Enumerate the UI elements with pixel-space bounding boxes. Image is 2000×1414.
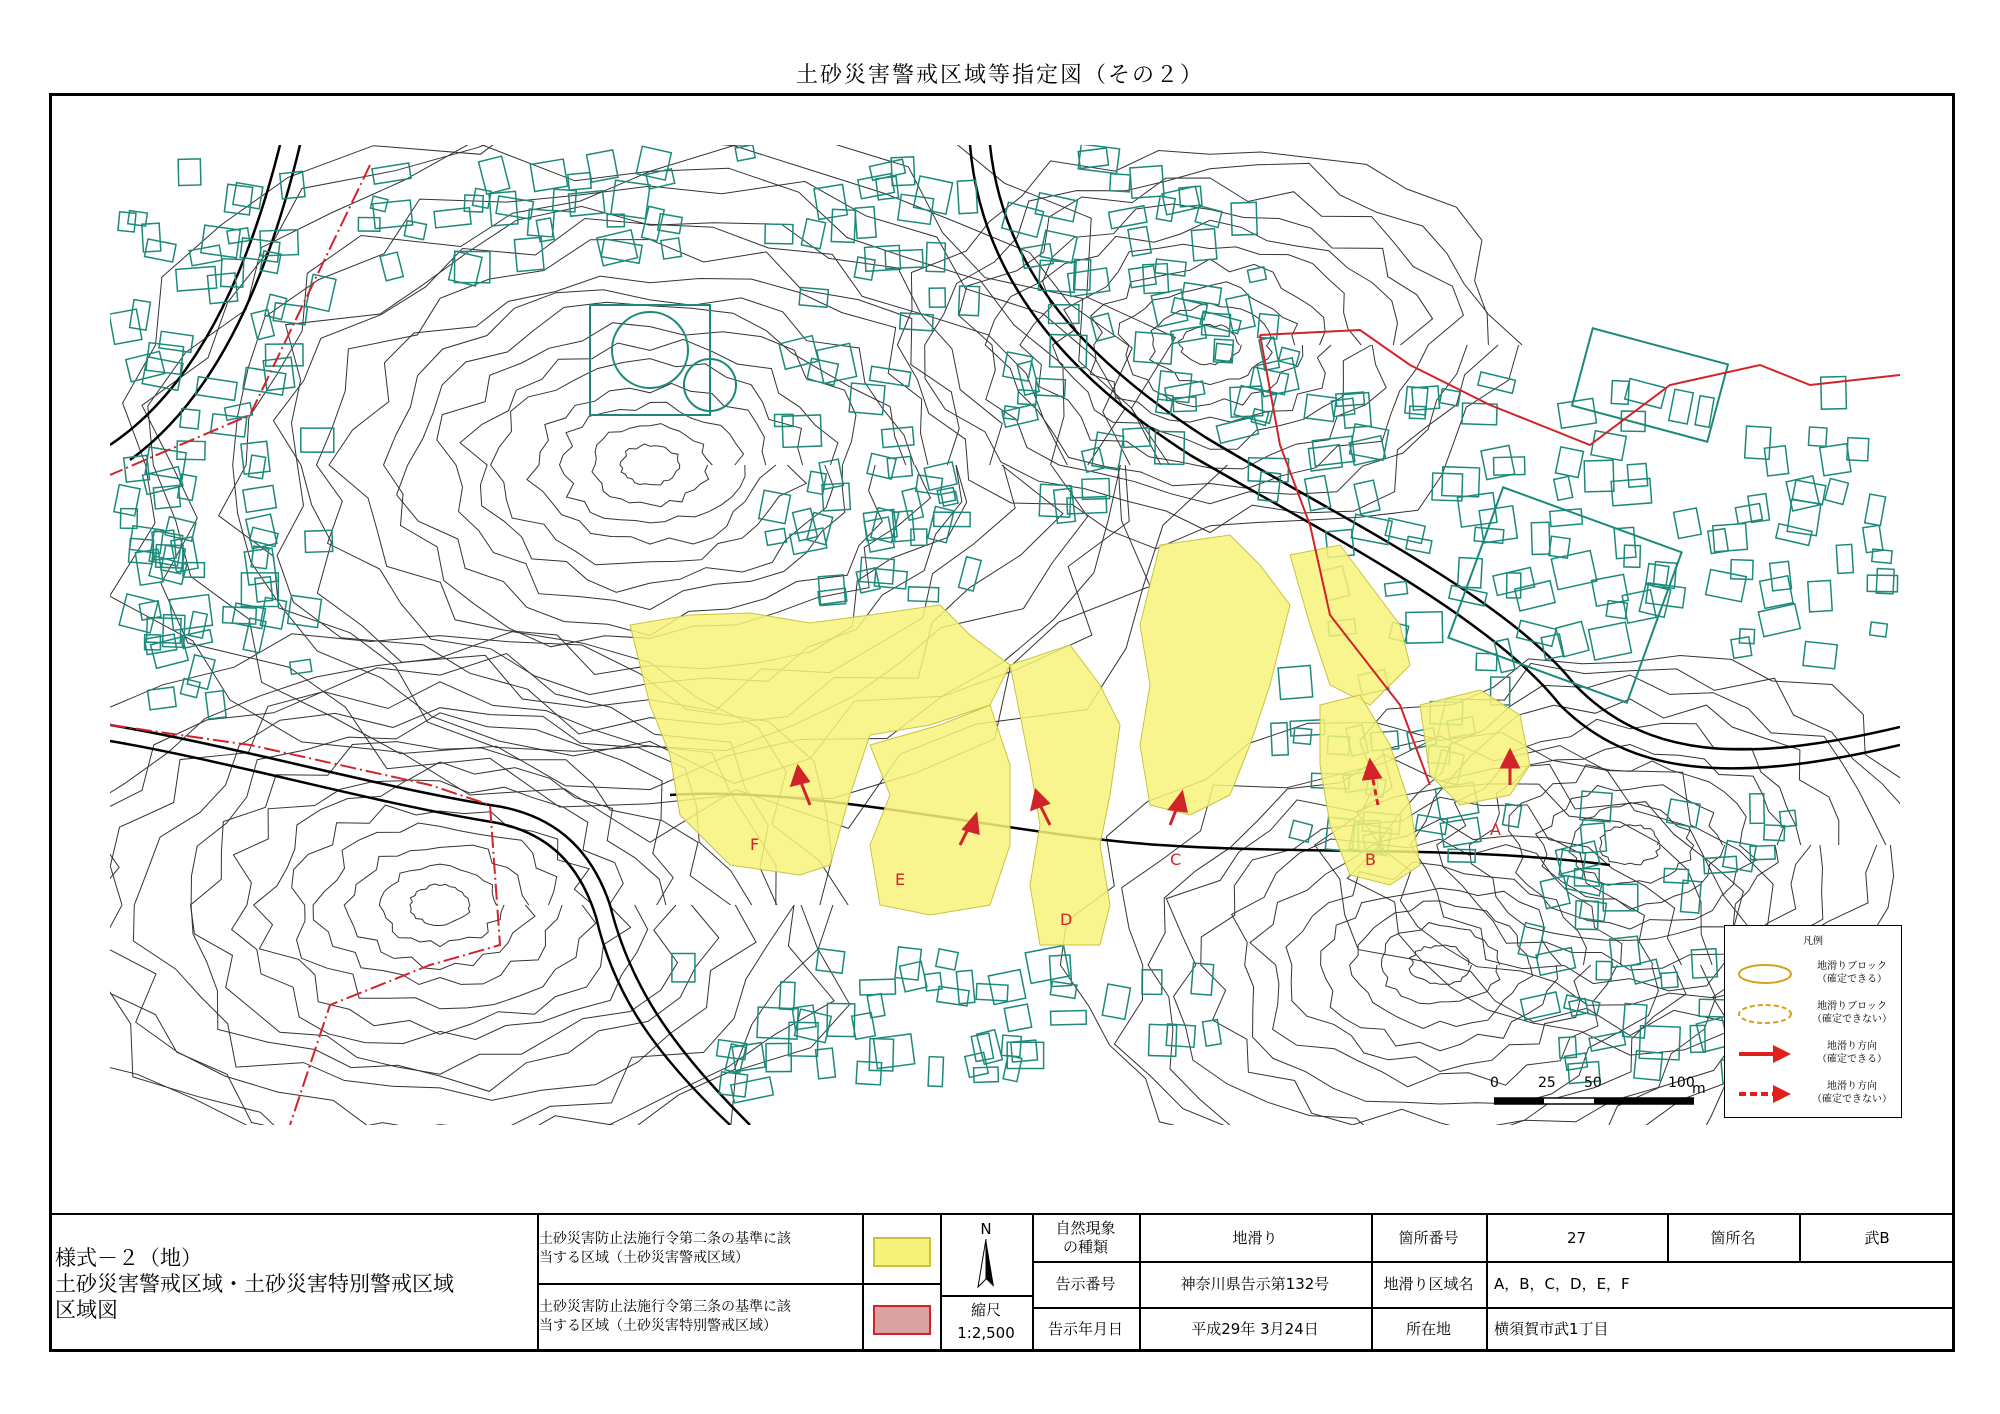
notice-date-value: 平成29年 3月24日 xyxy=(1191,1320,1319,1338)
map-canvas xyxy=(110,145,1900,1125)
notice-number-value: 神奈川県告示第132号 xyxy=(1180,1274,1330,1293)
scale-label: 縮尺 xyxy=(970,1300,1001,1319)
north-label: N xyxy=(980,1219,992,1238)
special-zone-swatch xyxy=(873,1305,931,1335)
form-title-line-3: 区域図 xyxy=(55,1298,118,1322)
zone-label-d: D xyxy=(1060,910,1073,929)
legend-item-landslide-block-solid xyxy=(1725,956,1901,992)
legend-label-1: 地滑りブロック xyxy=(1817,961,1887,972)
scale-value: 1:2,500 xyxy=(957,1323,1015,1342)
legend-label-2: （確定できない） xyxy=(1812,1094,1892,1105)
zone-label-c: C xyxy=(1170,850,1182,869)
legend-label-2: （確定できる） xyxy=(1817,1054,1887,1065)
special-zone-description: 土砂災害防止法施行令第三条の基準に該 当する区域（土砂災害特別警戒区域） xyxy=(539,1299,791,1334)
scale-tick-0: 0 xyxy=(1490,1075,1499,1091)
form-title-line-1: 様式－２（地） xyxy=(55,1246,202,1270)
sheet-title: 土砂災害警戒区域等指定図（その２） xyxy=(795,63,1204,88)
notice-date-label: 告示年月日 xyxy=(1047,1320,1123,1338)
direction-arrow-solid-icon xyxy=(1735,1042,1795,1066)
legend-label-1: 地滑り方向 xyxy=(1827,1081,1877,1092)
zone-label-a: A xyxy=(1490,820,1501,839)
notice-number-label: 告示番号 xyxy=(1055,1274,1116,1293)
scale-tick-50: 50 xyxy=(1584,1075,1602,1091)
legend-label-1: 地滑りブロック xyxy=(1817,1001,1887,1012)
scale-bar xyxy=(1490,1075,1705,1115)
scale-unit: m xyxy=(1692,1081,1706,1097)
landslide-block-dashed-icon xyxy=(1735,1002,1795,1026)
zone-label-f: F xyxy=(750,835,760,854)
scale-tick-100: 100 xyxy=(1668,1075,1695,1091)
legend-label-2: （確定できない） xyxy=(1812,1014,1892,1025)
north-arrow-icon xyxy=(976,1239,996,1289)
scale-tick-25: 25 xyxy=(1538,1075,1556,1091)
info-table xyxy=(49,1213,1955,1354)
warning-zone-description: 土砂災害防止法施行令第二条の基準に該 当する区域（土砂災害警戒区域） xyxy=(539,1231,791,1266)
area-name-value: A，B，C，D，E，F xyxy=(1494,1274,1630,1293)
zone-label-b: B xyxy=(1365,850,1376,869)
form-title-line-2: 土砂災害警戒区域・土砂災害特別警戒区域 xyxy=(55,1272,454,1296)
location-name-value: 武B xyxy=(1864,1228,1890,1247)
address-label: 所在地 xyxy=(1405,1320,1451,1338)
direction-arrow-dashed-icon xyxy=(1735,1082,1795,1106)
legend-label-2: （確定できる） xyxy=(1817,974,1887,985)
legend xyxy=(1724,925,1902,1118)
legend-item-direction-dashed xyxy=(1725,1076,1901,1112)
address-value: 横須賀市武1丁目 xyxy=(1494,1320,1609,1338)
phenomenon-label: 自然現象 の種類 xyxy=(1055,1219,1116,1256)
form-title xyxy=(55,1245,454,1323)
legend-title: 凡例 xyxy=(1803,936,1823,947)
legend-item-landslide-block-dashed xyxy=(1725,996,1901,1032)
zone-label-e: E xyxy=(895,870,906,889)
area-name-label: 地滑り区域名 xyxy=(1383,1274,1474,1293)
landslide-block-solid-icon xyxy=(1735,962,1795,986)
location-number-label: 箇所番号 xyxy=(1398,1228,1459,1247)
location-number-value: 27 xyxy=(1566,1228,1587,1247)
scale-bar-graphic xyxy=(1494,1095,1694,1109)
legend-item-direction-solid xyxy=(1725,1036,1901,1072)
warning-zone-swatch xyxy=(873,1237,931,1267)
legend-label-1: 地滑り方向 xyxy=(1827,1041,1877,1052)
location-name-label: 箇所名 xyxy=(1710,1228,1756,1247)
map-area[interactable] xyxy=(110,145,1900,1125)
phenomenon-value: 地滑り xyxy=(1232,1228,1278,1247)
